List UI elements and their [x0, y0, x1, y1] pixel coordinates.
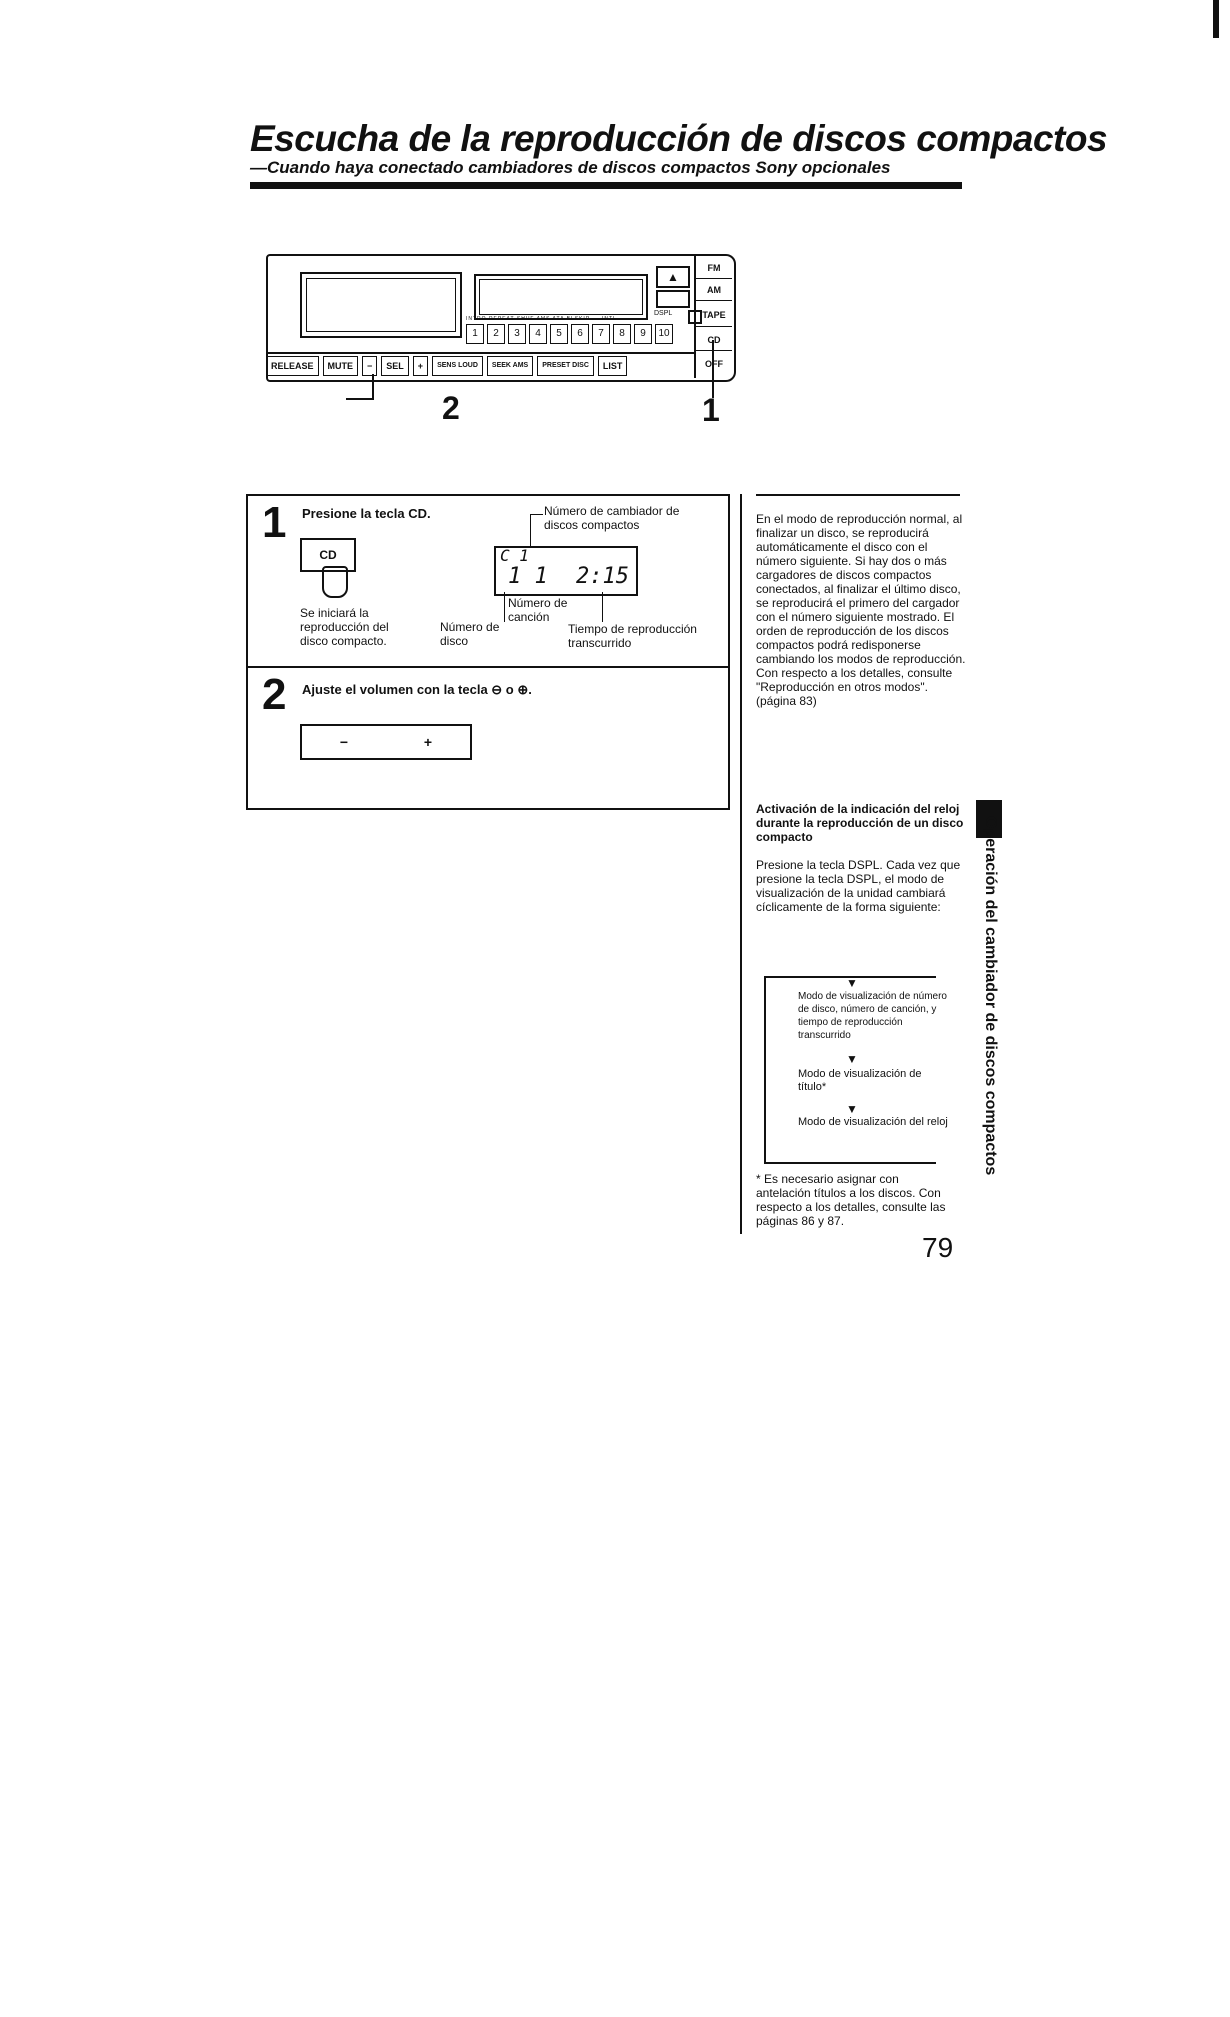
corner-mark [1213, 0, 1219, 38]
small-button [656, 290, 690, 308]
mode-disc-track-time: Modo de visualización de número de disco, número de canción, y tiempo de reproducción transcurrido [798, 991, 947, 1041]
label-track-number: Número de canción [508, 596, 568, 624]
footnote: * Es necesario asignar con antelación títulos a los discos. Con respecto a los detalles, consulte las páginas 86 y 87. [756, 1172, 946, 1228]
front-panel [300, 272, 462, 338]
changer-leader [530, 514, 543, 547]
preset-buttons [466, 324, 673, 344]
cycle-arrow-icon: ▼ [846, 976, 858, 990]
title-rule [250, 182, 962, 189]
seek-ams-button: SEEK AMS [487, 356, 533, 376]
preset-button: 2 [487, 324, 505, 344]
volume-minus-key: − [339, 734, 349, 750]
preset-button: 10 [655, 324, 673, 344]
cycle-arrow-icon: ▼ [846, 1052, 858, 1066]
callout-bracket-2 [346, 398, 374, 400]
lcd-disc-track: 1 1 [508, 564, 548, 589]
mute-button: MUTE [323, 356, 359, 376]
label-disc-number: Número de disco [440, 620, 500, 648]
cycle-arrow-icon: ▼ [846, 1102, 858, 1116]
preset-button: 1 [466, 324, 484, 344]
preset-button: 7 [592, 324, 610, 344]
lcd-display [494, 546, 638, 596]
off-button: OFF [705, 359, 723, 369]
clock-heading: Activación de la indicación del reloj durante la reproducción de un disco compacto [756, 802, 964, 844]
preset-button: 4 [529, 324, 547, 344]
step-1-description: Se iniciará la reproducción del disco compacto. [300, 606, 389, 648]
lcd-time: 2:15 [576, 564, 629, 589]
callout-line-1 [712, 340, 714, 398]
release-button: RELEASE [266, 356, 319, 376]
preset-button: 9 [634, 324, 652, 344]
lcd-changer: C 1 [500, 546, 529, 565]
preset-button: 6 [571, 324, 589, 344]
callout-number-2: 2 [442, 390, 460, 426]
page-title: Escucha de la reproducción de discos compactos [250, 118, 1108, 159]
step-2-title: Ajuste el volumen con la tecla ⊖ o ⊕. [302, 682, 532, 697]
label-elapsed-time: Tiempo de reproducción transcurrido [568, 622, 697, 650]
cd-button: CD [696, 330, 732, 351]
sens-loud-button: SENS LOUD [432, 356, 483, 376]
list-button: LIST [598, 356, 628, 376]
label-changer-number: Número de cambiador de discos compactos [544, 504, 680, 532]
column-divider [740, 494, 742, 1234]
step-2-number: 2 [262, 670, 287, 719]
normal-play-paragraph: En el modo de reproducción normal, al finalizar un disco, se reproducirá automáticamente el disco con el número siguiente. Si hay dos o más cargadores de discos compactos conectados, al finalizar el último disco, se reproducirá el primero del cargador con el número siguiente mostrado. El orden de reproducción de los discos compactos podrá redisponerse cambiando los modos de reproducción. Con respecto a los detalles, consulte "Reproducción en otros modos". (página 83) [756, 512, 966, 708]
right-column-rule [756, 494, 960, 496]
preset-button: 3 [508, 324, 526, 344]
page-subtitle: —Cuando haya conectado cambiadores de discos compactos Sony opcionales [250, 158, 891, 177]
button-row [266, 352, 696, 378]
step-1-number: 1 [262, 498, 287, 547]
fm-button: FM [696, 258, 732, 279]
sel-button: SEL [381, 356, 409, 376]
am-button: AM [696, 280, 732, 301]
section-tab-label: Operación del cambiador de discos compactos [982, 816, 999, 1176]
tape-button: TAPE [696, 304, 732, 327]
volume-plus-button: + [413, 356, 428, 376]
volume-minus-button: − [362, 356, 377, 376]
mode-title: Modo de visualización de título* [798, 1068, 922, 1093]
step-divider [246, 666, 728, 668]
preset-button: 8 [613, 324, 631, 344]
mode-legend: INTRO REPEAT SHUF AMS ATA BLSKIP ... INTL [466, 316, 617, 322]
pressing-hand-icon [322, 566, 348, 598]
step-1-title: Presione la tecla CD. [302, 506, 431, 521]
callout-line-2 [372, 374, 374, 400]
preset-disc-button: PRESET DISC [537, 356, 594, 376]
page-number: 79 [922, 1232, 954, 1263]
volume-plus-key: + [423, 734, 433, 750]
eject-button: ▲ [656, 266, 690, 288]
dspl-paragraph: Presione la tecla DSPL. Cada vez que presione la tecla DSPL, el modo de visualización de la unidad cambiará cíclicamente de la forma siguiente: [756, 858, 961, 914]
preset-button: 5 [550, 324, 568, 344]
mode-clock: Modo de visualización del reloj [798, 1116, 948, 1128]
device-display [474, 274, 648, 320]
callout-number-1: 1 [702, 392, 720, 428]
volume-keys-icon [300, 724, 472, 760]
cd-key-icon: CD [300, 538, 356, 572]
disc-leader [504, 592, 506, 622]
dspl-label: DSPL [654, 310, 673, 317]
